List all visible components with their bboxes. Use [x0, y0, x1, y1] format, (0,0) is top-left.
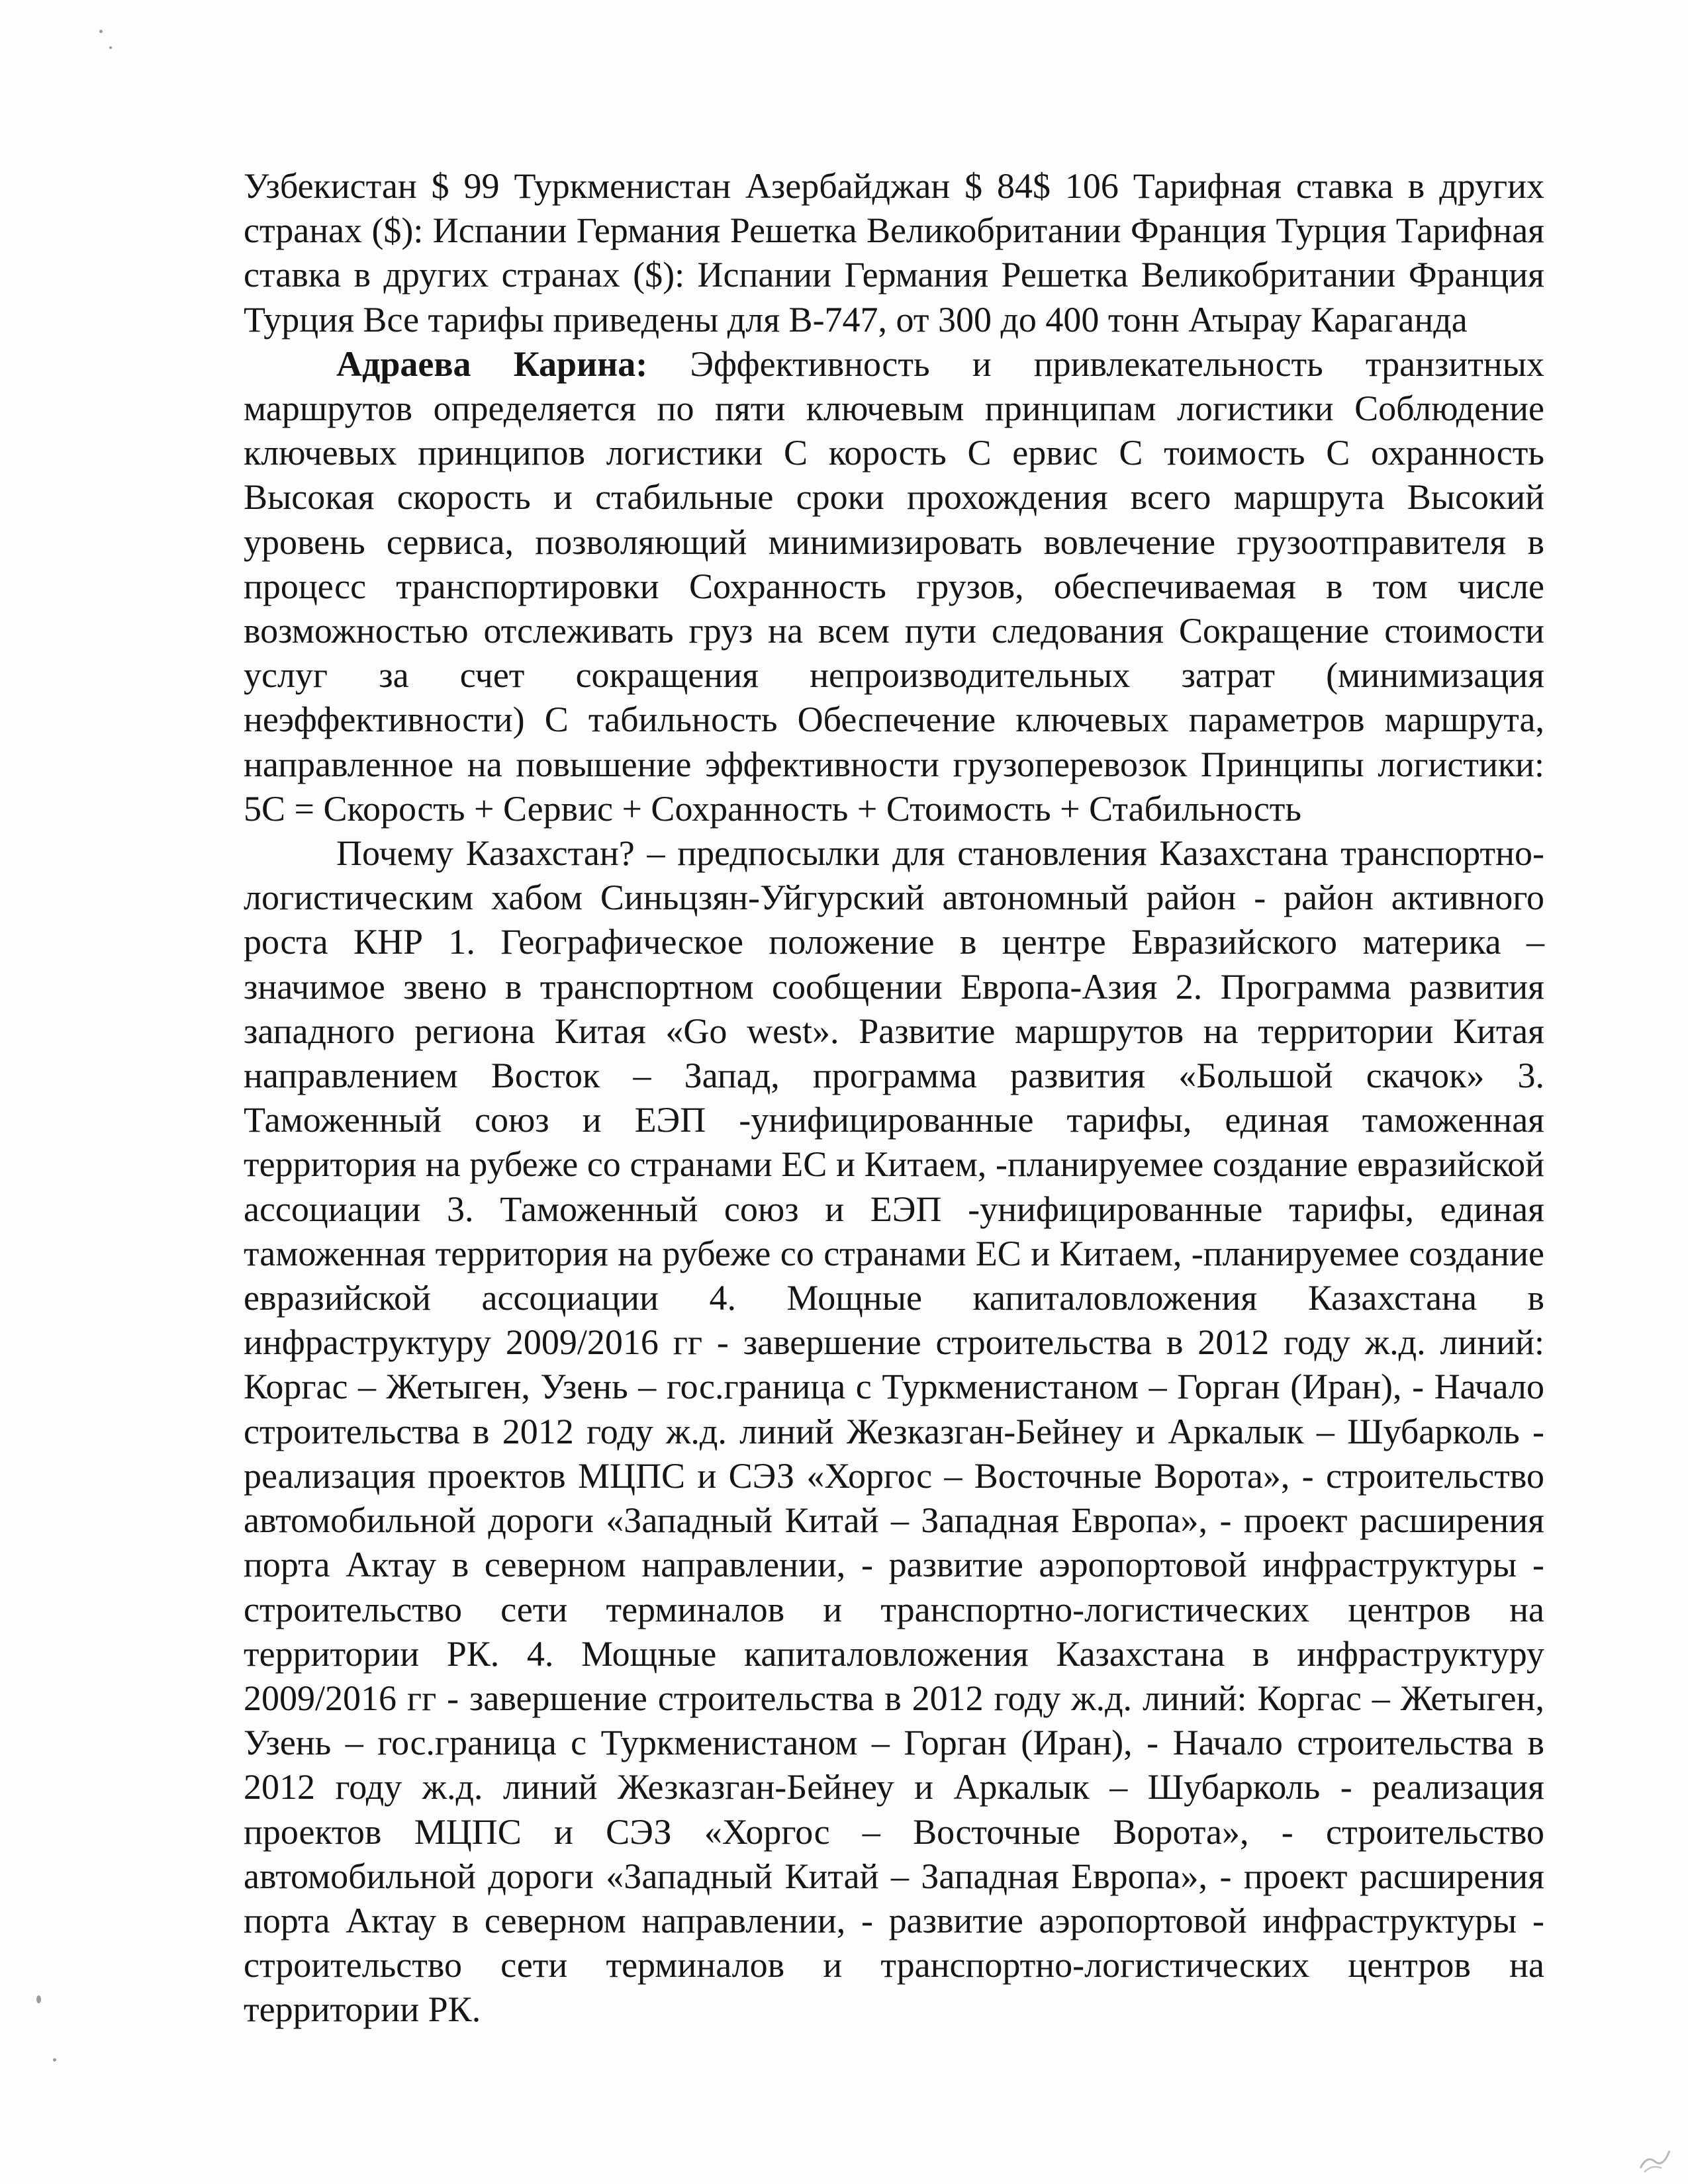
scan-speck — [109, 46, 112, 49]
paragraph-tariffs: Узбекистан $ 99 Туркменистан Азербайджан $ 84$ 106 Тарифная ставка в других странах ($): Испании Германия Решетка Великобритании Франция Турция Тарифная ставка в других странах ($): Испании Германия Решетка Великобритании Франция Турция Все тарифы приведены для В-747, от 300 до 400 тонн Атырау Караганда — [244, 166, 1544, 340]
speaker-statement-text: Эффективность и привлекательность транзитных маршрутов определяется по пяти ключевым принципам логистики Соблюдение ключевых принципов логистики С корость С ервис С тоимость С охранность Высокая скорость и стабильные сроки прохождения всего маршрута Высокий уровень сервиса, позволяющий минимизировать вовлечение грузоотправителя в процесс транспортировки Сохранность грузов, обеспечиваемая в том числе возможностью отслеживать груз на всем пути следования Сокращение стоимости услуг за счет сокращения непроизводительных затрат (минимизация неэффективности) С табильность Обеспечение ключевых параметров маршрута, направленное на повышение эффективности грузоперевозок Принципы логистики: 5С = Скорость + Сервис + Сохранность + Стоимость + Стабильность — [244, 343, 1544, 829]
scan-speck — [99, 30, 103, 33]
scan-speck — [36, 1995, 41, 2003]
scan-speck — [53, 2058, 56, 2062]
document-body — [244, 164, 1544, 2032]
paragraph-speaker-statement — [244, 342, 1544, 831]
paragraph-why-kazakhstan: Почему Казахстан? – предпосылки для становления Казахстана транспортно-логистическим хабом Синьцзян-Уйгурский автономный район - район активного роста КНР 1. Географическое положение в центре Евразийского материка – значимое звено в транспортном сообщении Европа-Азия 2. Программа развития западного региона Китая «Go west». Развитие маршрутов на территории Китая направлением Восток – Запад, программа развития «Большой скачок» 3. Таможенный союз и ЕЭП -унифицированные тарифы, единая таможенная территория на рубеже со странами ЕС и Китаем, -планируемее создание евразийской ассоциации 3. Таможенный союз и ЕЭП -унифицированные тарифы, единая таможенная территория на рубеже со странами ЕС и Китаем, -планируемее создание евразийской ассоциации 4. Мощные капиталовложения Казахстана в инфраструктуру 2009/2016 гг - завершение строительства в 2012 году ж.д. линий: Коргас – Жетыген, Узень – гос.граница с Туркменистаном – Горган (Иран), - Начало строительства в 2012 году ж.д. линий Жезказган-Бейнеу и Аркалык – Шубарколь - реализация проектов МЦПС и СЭЗ «Хоргос – Восточные Ворота», - строительство автомобильной дороги «Западный Китай – Западная Европа», - проект расширения порта Актау в северном направлении, - развитие аэропортовой инфраструктуры - строительство сети терминалов и транспортно-логистических центров на территории РК. 4. Мощные капиталовложения Казахстана в инфраструктуру 2009/2016 гг - завершение строительства в 2012 году ж.д. линий: Коргас – Жетыген, Узень – гос.граница с Туркменистаном – Горган (Иран), - Начало строительства в 2012 году ж.д. линий Жезказган-Бейнеу и Аркалык – Шубарколь - реализация проектов МЦПС и СЭЗ «Хоргос – Восточные Ворота», - строительство автомобильной дороги «Западный Китай – Западная Европа», - проект расширения порта Актау в северном направлении, - развитие аэропортовой инфраструктуры - строительство сети терминалов и транспортно-логистических центров на территории РК. — [244, 833, 1544, 2030]
pencil-mark-icon — [1635, 2142, 1675, 2175]
speaker-name: Адраева Карина: — [336, 343, 648, 384]
